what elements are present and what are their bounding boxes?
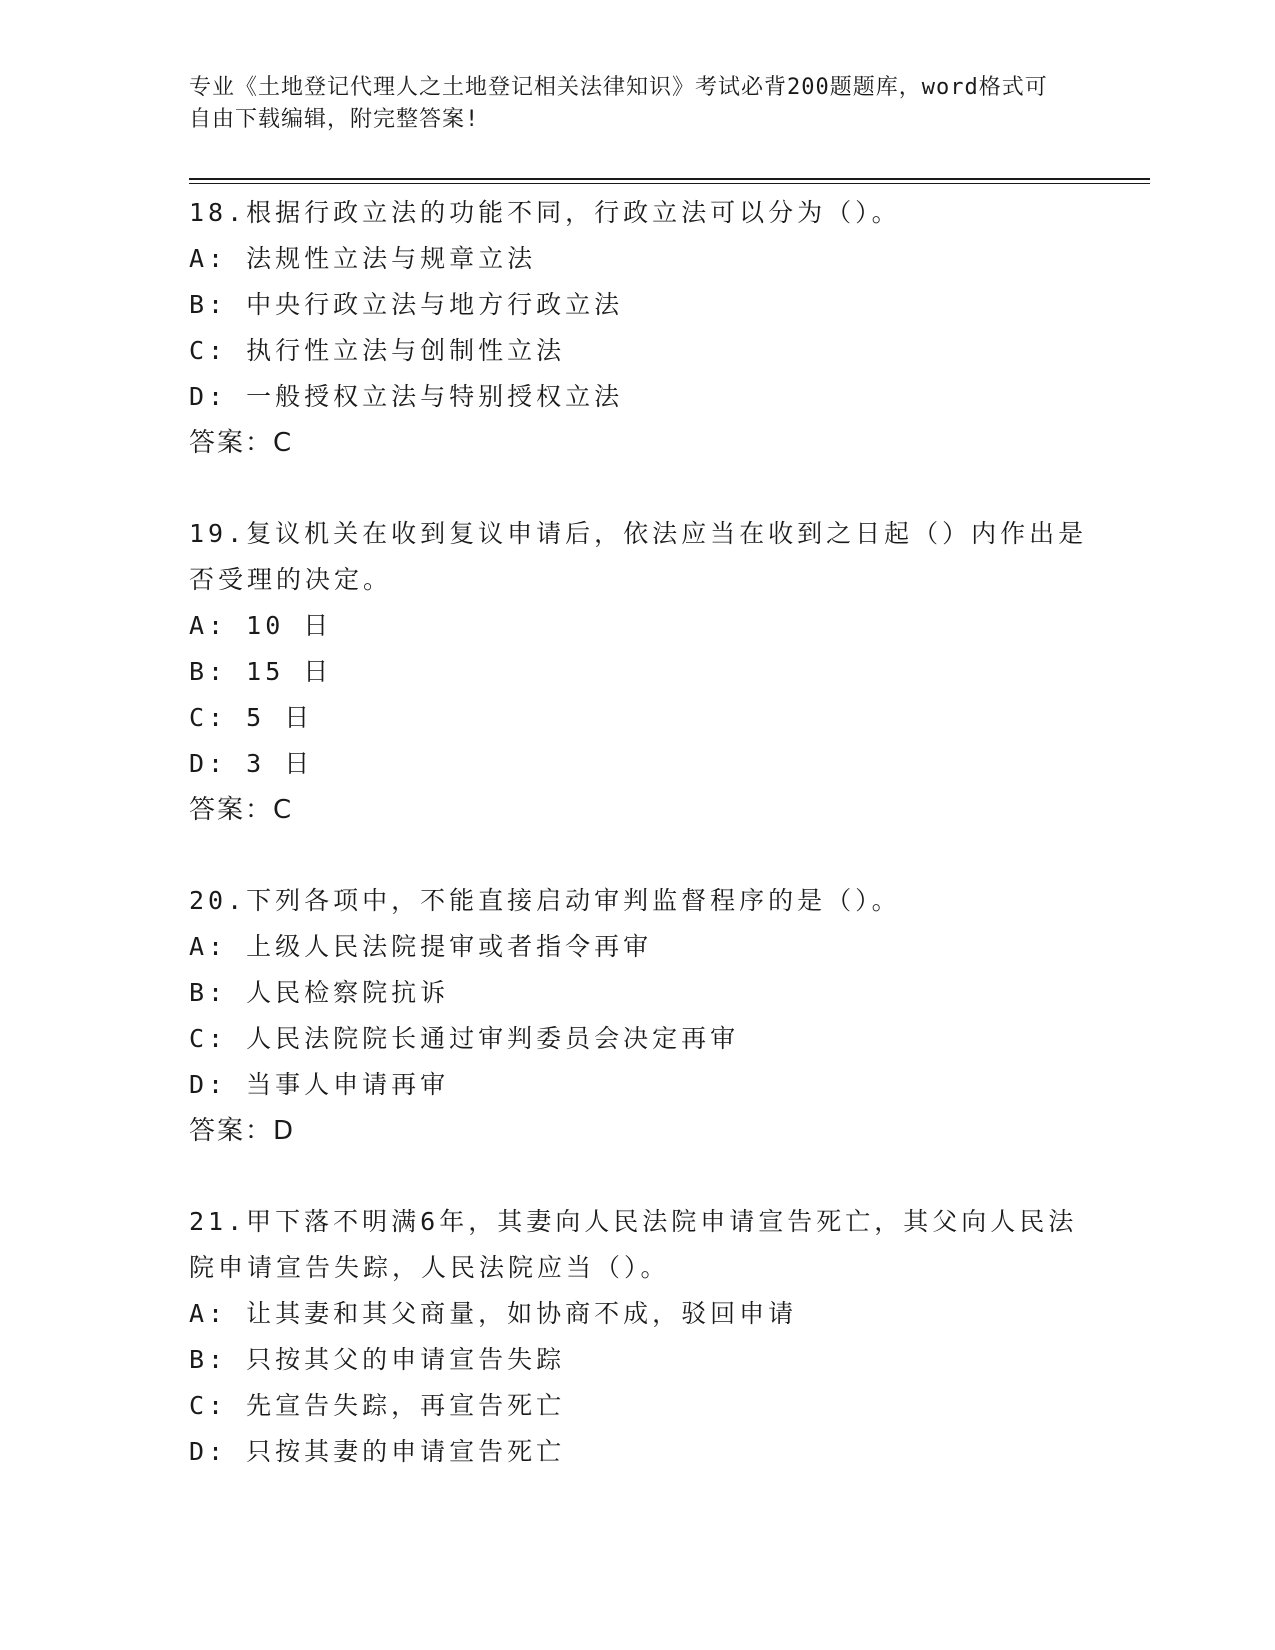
option-d: D: 当事人申请再审 [189, 1070, 450, 1099]
option-b: B: 中央行政立法与地方行政立法 [189, 290, 624, 319]
option-b: B: 只按其父的申请宣告失踪 [189, 1345, 566, 1374]
option-c: C: 5 日 [189, 703, 314, 732]
option-a: A: 法规性立法与规章立法 [189, 244, 537, 273]
option-a: A: 上级人民法院提审或者指令再审 [189, 932, 653, 961]
option-b: B: 15 日 [189, 657, 333, 686]
option-d: D: 一般授权立法与特别授权立法 [189, 382, 624, 411]
option-c: C: 执行性立法与创制性立法 [189, 336, 566, 365]
option-c: C: 人民法院院长通过审判委员会决定再审 [189, 1024, 740, 1053]
question-21 [189, 1199, 1089, 1475]
option-d: D: 只按其妻的申请宣告死亡 [189, 1437, 566, 1466]
question-19 [189, 511, 1089, 833]
answer-line: 答案：C [189, 428, 294, 458]
question-stem: 18.根据行政立法的功能不同，行政立法可以分为（）。 [189, 198, 901, 227]
answer-line: 答案：D [189, 1116, 296, 1146]
option-a: A: 10 日 [189, 611, 333, 640]
question-20 [189, 878, 1089, 1154]
option-a: A: 让其妻和其父商量，如协商不成，驳回申请 [189, 1299, 798, 1328]
question-stem: 19.复议机关在收到复议申请后，依法应当在收到之日起（）内作出是否受理的决定。 [189, 519, 1088, 594]
option-b: B: 人民检察院抗诉 [189, 978, 450, 1007]
question-stem: 21.甲下落不明满6年，其妻向人民法院申请宣告死亡，其父向人民法院申请宣告失踪，人民法院应当（）。 [189, 1207, 1078, 1282]
document-header: 专业《土地登记代理人之土地登记相关法律知识》考试必背200题题库，word格式可自由下载编辑，附完整答案! [189, 75, 1048, 132]
header-divider-thin [189, 183, 1150, 184]
option-d: D: 3 日 [189, 749, 314, 778]
question-18 [189, 190, 1089, 466]
option-c: C: 先宣告失踪，再宣告死亡 [189, 1391, 566, 1420]
question-stem: 20.下列各项中，不能直接启动审判监督程序的是（）。 [189, 886, 901, 915]
header-divider-thick [189, 178, 1150, 180]
question-list [189, 190, 1089, 1520]
answer-line: 答案：C [189, 795, 294, 825]
